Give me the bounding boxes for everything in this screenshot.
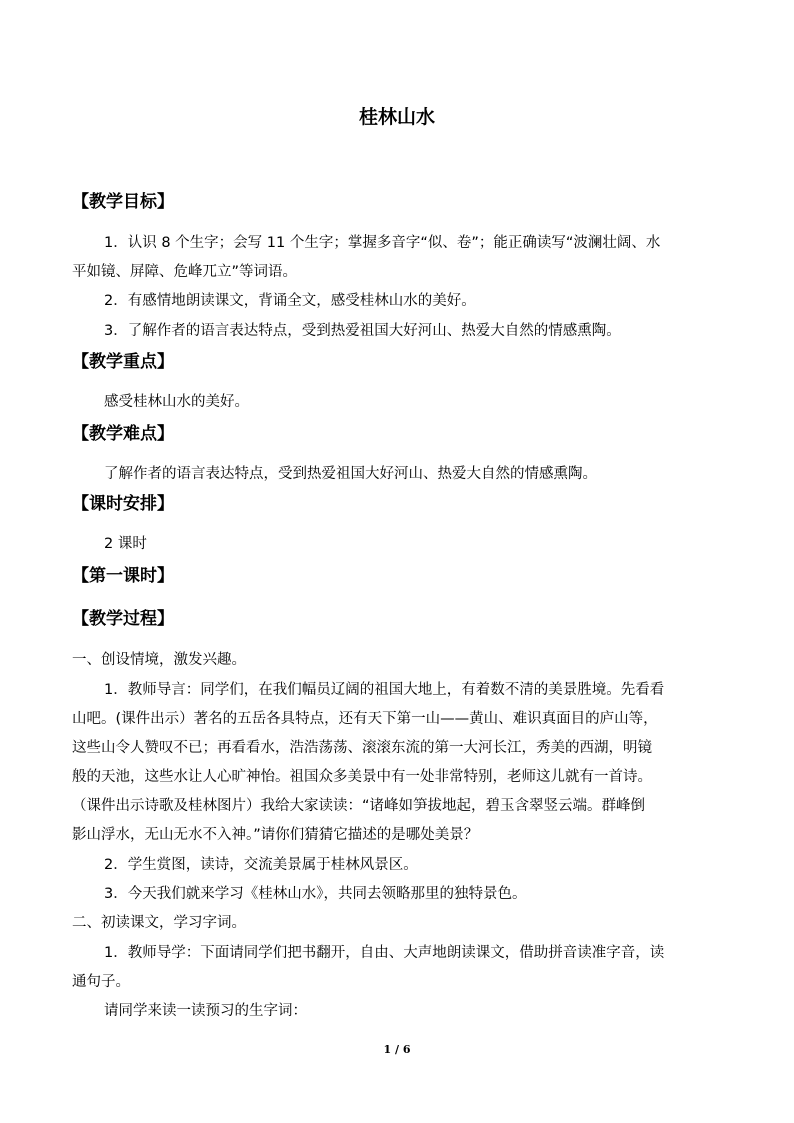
heading-key-points: 【教学重点】 bbox=[72, 352, 174, 372]
heading-difficulties: 【教学难点】 bbox=[72, 424, 174, 444]
heading-objectives: 【教学目标】 bbox=[72, 192, 174, 212]
process-p4-line-1: 1．教师导学：下面请同学们把书翻开，自由、大声地朗读课文，借助拼音读准字音，读 bbox=[104, 945, 665, 961]
key-points-text: 感受桂林山水的美好。 bbox=[104, 394, 249, 410]
objective-3: 3．了解作者的语言表达特点，受到热爱祖国大好河山、热爱大自然的情感熏陶。 bbox=[104, 323, 621, 339]
difficulties-text: 了解作者的语言表达特点，受到热爱祖国大好河山、热爱大自然的情感熏陶。 bbox=[104, 466, 597, 482]
process-p4-line-2: 通句子。 bbox=[72, 974, 130, 990]
objective-1-line-2: 平如镜、屏障、危峰兀立”等词语。 bbox=[72, 264, 298, 280]
process-p1-line-2: 山吧。(课件出示）著名的五岳各具特点，还有天下第一山——黄山、难识真面目的庐山等， bbox=[72, 711, 658, 727]
heading-first-lesson: 【第一课时】 bbox=[72, 566, 174, 586]
process-part-2-title: 二、初读课文，学习字词。 bbox=[72, 915, 246, 931]
process-p1-line-4: 般的天池，这些水让人心旷神怡。祖国众多美景中有一处非常特别，老师这儿就有一首诗。 bbox=[72, 769, 652, 785]
objective-2: 2．有感情地朗读课文，背诵全文，感受桂林山水的美好。 bbox=[104, 293, 476, 309]
heading-process: 【教学过程】 bbox=[72, 609, 174, 629]
objective-1-line-1: 1．认识 8 个生字；会写 11 个生字；掌握多音字“似、卷”；能正确读写“波澜壮阔、水 bbox=[104, 235, 661, 251]
process-part-1-title: 一、创设情境，激发兴趣。 bbox=[72, 652, 246, 668]
process-p3: 3．今天我们就来学习《桂林山水》，共同去领略那里的独特景色。 bbox=[104, 886, 527, 902]
process-p1-line-3: 这些山令人赞叹不已；再看看水，浩浩荡荡、滚滚东流的第一大河长江，秀美的西湖，明镜 bbox=[72, 740, 652, 756]
process-p5: 请同学来读一读预习的生字词： bbox=[104, 1003, 307, 1019]
document-title: 桂林山水 bbox=[358, 106, 435, 128]
process-p1-line-5: （课件出示诗歌及桂林图片）我给大家读读：“诸峰如笋拔地起，碧玉含翠竖云端。群峰倒 bbox=[72, 798, 646, 814]
process-p1-line-1: 1．教师导言：同学们，在我们幅员辽阔的祖国大地上，有着数不清的美景胜境。先看看 bbox=[104, 682, 665, 698]
process-p1-line-6: 影山浮水，无山无水不入神。”请你们猜猜它描述的是哪处美景？ bbox=[72, 827, 479, 843]
heading-schedule: 【课时安排】 bbox=[72, 494, 174, 514]
schedule-text: 2 课时 bbox=[104, 536, 147, 552]
process-p2: 2．学生赏图，读诗，交流美景属于桂林风景区。 bbox=[104, 857, 418, 873]
page-number: 1 / 6 bbox=[383, 1043, 411, 1056]
